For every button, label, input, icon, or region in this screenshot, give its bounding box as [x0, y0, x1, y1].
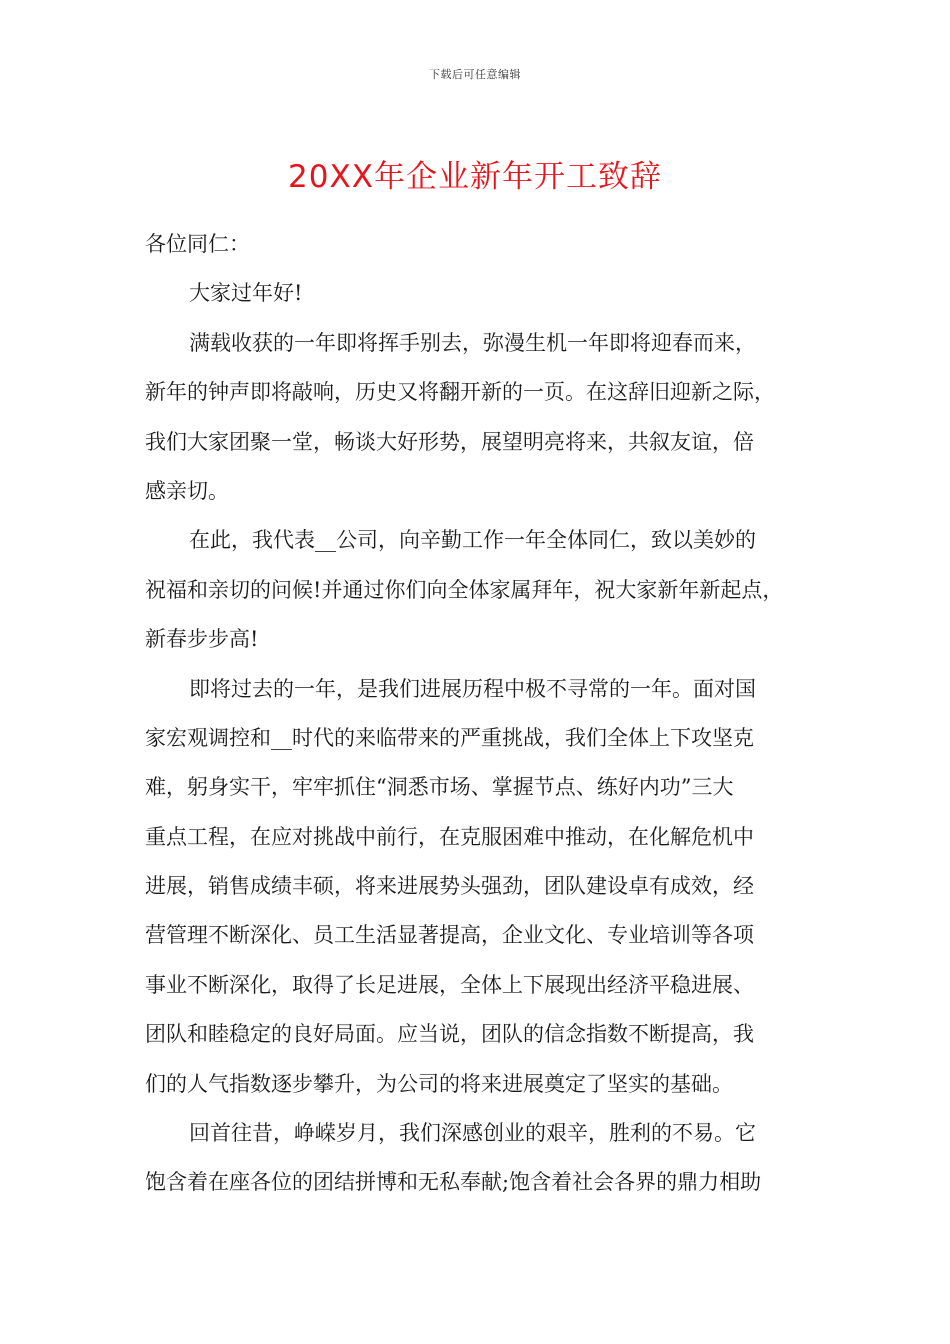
- paragraph-new-year: [145, 319, 817, 517]
- paragraph-line: 满载收获的一年即将挥手别去，弥漫生机一年即将迎春而来，: [189, 330, 756, 355]
- paragraph-line: 感亲切。: [145, 478, 229, 503]
- paragraph-line: 们的人气指数逐步攀升，为公司的将来进展奠定了坚实的基础。: [145, 1071, 733, 1096]
- paragraph-regards: [145, 516, 817, 664]
- paragraph-line: 即将过去的一年，是我们进展历程中极不寻常的一年。面对国: [189, 676, 756, 701]
- paragraph-line: 新春步步高!: [145, 627, 259, 652]
- paragraph-line: 难，躬身实干，牢牢抓住“洞悉市场、掌握节点、练好内功”三大: [145, 775, 734, 800]
- paragraph-line: 我们大家团聚一堂，畅谈大好形势，展望明亮将来，共叙友谊，倍: [145, 429, 754, 454]
- document-title: 20XX年企业新年开工致辞: [288, 158, 662, 195]
- paragraph-line: 饱含着在座各位的团结拼博和无私奉献;饱含着社会各界的鼎力相助: [145, 1170, 762, 1195]
- paragraph-retrospect: [145, 1109, 817, 1208]
- header-note: 下载后可任意编辑: [429, 68, 521, 81]
- paragraph-line: 祝福和亲切的问候!并通过你们向全体家属拜年，祝大家新年新起点，: [145, 577, 784, 602]
- paragraph-greeting: [145, 269, 817, 318]
- salutation: 各位同仁：: [145, 232, 250, 256]
- paragraph-line: 家宏观调控和__时代的来临带来的严重挑战，我们全体上下攻坚克: [145, 725, 754, 750]
- paragraph-line: 回首往昔，峥嵘岁月，我们深感创业的艰辛，胜利的不易。它: [189, 1121, 756, 1146]
- paragraph-line: 在此，我代表__公司，向辛勤工作一年全体同仁，致以美妙的: [189, 528, 756, 553]
- paragraph-line: 进展，销售成绩丰硕，将来进展势头强劲，团队建设卓有成效，经: [145, 874, 754, 899]
- document-body: [145, 220, 817, 1208]
- paragraph-line: 大家过年好!: [189, 281, 303, 306]
- paragraph-line: 事业不断深化，取得了长足进展，全体上下展现出经济平稳进展、: [145, 972, 754, 997]
- paragraph-review: [145, 665, 817, 1110]
- paragraph-line: 重点工程，在应对挑战中前行，在克服困难中推动，在化解危机中: [145, 824, 754, 849]
- paragraph-line: 营管理不断深化、员工生活显著提高，企业文化、专业培训等各项: [145, 923, 754, 948]
- paragraph-line: 新年的钟声即将敲响，历史又将翻开新的一页。在这辞旧迎新之际，: [145, 380, 775, 405]
- paragraph-line: 团队和睦稳定的良好局面。应当说，团队的信念指数不断提高，我: [145, 1022, 754, 1047]
